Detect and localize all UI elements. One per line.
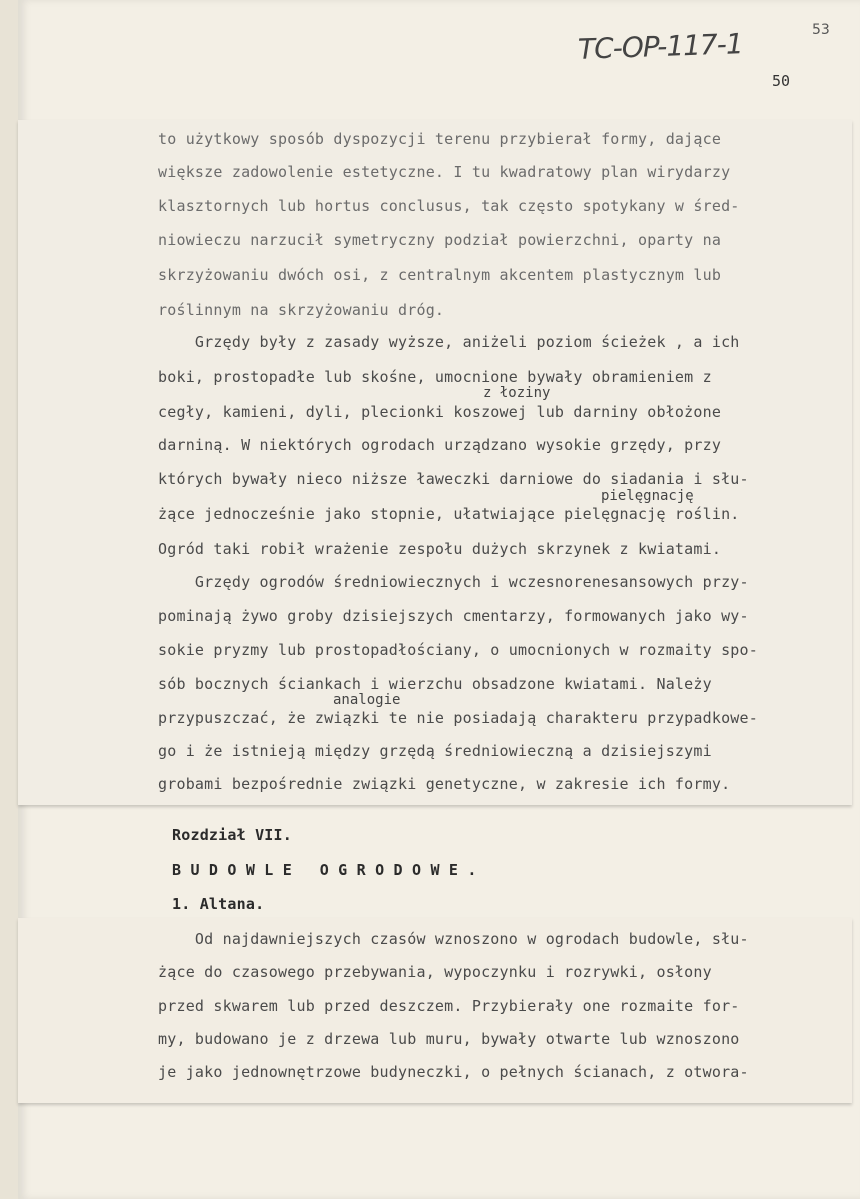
text-line: Od najdawniejszych czasów wznoszono w ogrodach budowle, słu- [158,930,749,948]
binding-edge [0,0,19,1199]
text-line: je jako jednownętrzowe budyneczki, o pełnych ścianach, z otwora- [158,1063,749,1081]
text-line: których bywały nieco niższe ławeczki darniowe do siadania i słu- [158,470,749,488]
chapter-subtitle: B U D O W L E O G R O D O W E . [172,861,477,879]
text-line: boki, prostopadłe lub skośne, umocnione bywały obramieniem z [158,368,712,386]
text-line: Ogród taki robił wrażenie zespołu dużych skrzynek z kwiatami. [158,540,722,558]
text-line: większe zadowolenie estetyczne. I tu kwadratowy plan wirydarzy [158,163,731,181]
page-number: 50 [772,72,791,90]
text-line: przypuszczać, że związki te nie posiadają charakteru przypadkowe- [158,709,758,727]
section-heading: 1. Altana. [172,895,265,913]
folio-number: 53 [812,22,830,38]
text-line: to użytkowy sposób dyspozycji terenu przybierał formy, dające [158,130,722,148]
text-line: klasztornych lub hortus conclusus, tak często spotykany w śred- [158,197,740,215]
text-line: skrzyżowaniu dwóch osi, z centralnym akcentem plastycznym lub [158,266,722,284]
text-line: pominają żywo groby dzisiejszych cmentarzy, formowanych jako wy- [158,607,749,625]
text-line: sób bocznych ściankach i wierzchu obsadzone kwiatami. Należy [158,675,712,693]
handwritten-insertion: analogie [333,692,401,708]
text-line: Grzędy były z zasady wyższe, aniżeli poziom ścieżek , a ich [158,333,740,351]
pasted-text-slip [18,120,852,805]
text-line: żące do czasowego przebywania, wypoczynku i rozrywki, osłony [158,963,712,981]
chapter-title: Rozdział VII. [172,826,292,844]
text-line: go i że istnieją między grzędą średniowieczną a dzisiejszymi [158,742,712,760]
text-line: niowieczu narzucił symetryczny podział powierzchni, oparty na [158,231,722,249]
handwritten-insertion: z łoziny [483,385,551,401]
archive-signature: TC-OP-117-1 [577,27,744,66]
text-line: sokie pryzmy lub prostopadłościany, o umocnionych w rozmaity spo- [158,641,758,659]
text-line: roślinnym na skrzyżowaniu dróg. [158,301,445,319]
text-line: cegły, kamieni, dyli, plecionki koszowej lub darniny obłożone [158,403,722,421]
text-line: my, budowano je z drzewa lub muru, bywały otwarte lub wznoszono [158,1030,740,1048]
text-line: darniną. W niektórych ogrodach urządzano wysokie grzędy, przy [158,436,722,454]
text-line: Grzędy ogrodów średniowiecznych i wczesnorenesansowych przy- [158,573,749,591]
text-line: przed skwarem lub przed deszczem. Przybierały one rozmaite for- [158,997,740,1015]
text-line: grobami bezpośrednie związki genetyczne, w zakresie ich formy. [158,775,731,793]
text-line: żące jednocześnie jako stopnie, ułatwiające pielęgnację roślin. [158,505,740,523]
handwritten-insertion: pielęgnację [601,488,694,504]
